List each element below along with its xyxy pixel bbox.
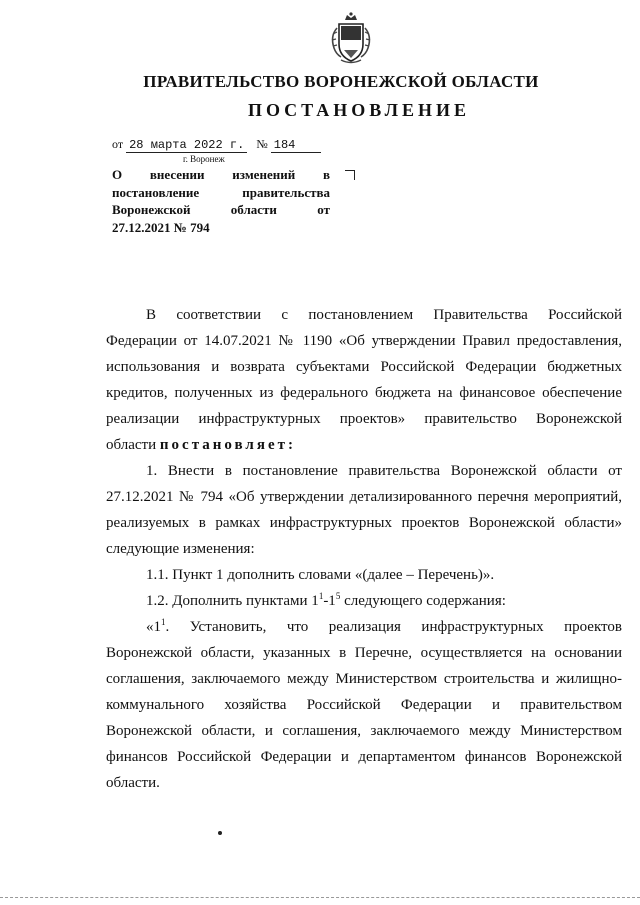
text-fragment: следующего содержания: [340, 593, 506, 609]
subject-corner-mark [345, 170, 355, 180]
text-line: В соответствии с постановлением Правительства Российской [146, 307, 622, 323]
text-line: финансов Российской Федерации и департаментом финансов Воронежской [106, 749, 622, 765]
text-line: Воронежской области, и соглашения, заключаемого между Министерством [106, 723, 622, 739]
coat-of-arms-icon [327, 10, 375, 66]
superscript: 1 [318, 591, 324, 601]
subject-line: 27.12.2021 № 794 [112, 219, 210, 235]
paragraph-item-1-1 [106, 562, 622, 588]
text-line: Воронежской области, указанных в Перечне, осуществляется на основании [106, 645, 622, 661]
document-number: 184 [271, 139, 322, 153]
text-line [106, 614, 622, 640]
city-label: г. Воронеж [183, 154, 225, 164]
text-fragment: 1.2. Дополнить пунктами 1 [146, 593, 319, 609]
text-line: 1.1. Пункт 1 дополнить словами «(далее – Перечень)». [146, 567, 495, 583]
superscript: 1 [161, 617, 166, 627]
document-subject [112, 166, 330, 236]
superscript: 5 [335, 591, 341, 601]
decree-word: постановляет: [159, 437, 296, 453]
text-line: 27.12.2021 № 794 «Об утверждении детализированного перечня мероприятий, [106, 489, 622, 505]
text-line: использования и возврата субъектами Российской Федерации бюджетных [106, 359, 622, 375]
text-line: области. [106, 775, 160, 791]
text-fragment: «1 [146, 619, 161, 635]
document-type-title: ПОСТАНОВЛЕНИЕ [247, 100, 471, 120]
subject-line: О внесении изменений в [112, 167, 330, 182]
paragraph-item-1 [106, 458, 622, 562]
page-bottom-border [0, 897, 640, 898]
text-line: коммунального хозяйства Российской Федерации и правительством [106, 697, 622, 713]
text-line: соглашения, заключаемого между Министерством строительства и жилищно- [106, 671, 622, 687]
date-number-line [112, 137, 321, 153]
page-mark [218, 831, 222, 835]
subject-line: Воронежской области от [112, 202, 330, 217]
document-date: 28 марта 2022 г. [126, 139, 247, 153]
text-line: Федерации от 14.07.2021 № 1190 «Об утверждении Правил предоставления, [106, 333, 622, 349]
subject-line: постановление правительства [112, 184, 330, 200]
text-line: 1. Внести в постановление правительства Воронежской области от [146, 463, 622, 479]
paragraph-item-1-2 [106, 588, 622, 614]
text-line: области [106, 437, 160, 453]
paragraph-preamble [106, 302, 622, 458]
text-fragment: . Установить, что реализация инфраструктурных проектов [165, 619, 622, 635]
text-fragment: -1 [323, 593, 336, 609]
paragraph-item-1-1-text [106, 614, 622, 796]
text-line: реализуемых в рамках инфраструктурных проектов Воронежской области» [106, 515, 622, 531]
text-line: следующие изменения: [106, 541, 255, 557]
text-line: реализации инфраструктурных проектов» правительство Воронежской [106, 411, 622, 427]
text-line: кредитов, полученных из федерального бюджета на финансовое обеспечение [106, 385, 622, 401]
date-prefix: от [112, 137, 124, 151]
number-prefix: № [256, 137, 268, 151]
organization-title: ПРАВИТЕЛЬСТВО ВОРОНЕЖСКОЙ ОБЛАСТИ [143, 72, 539, 91]
